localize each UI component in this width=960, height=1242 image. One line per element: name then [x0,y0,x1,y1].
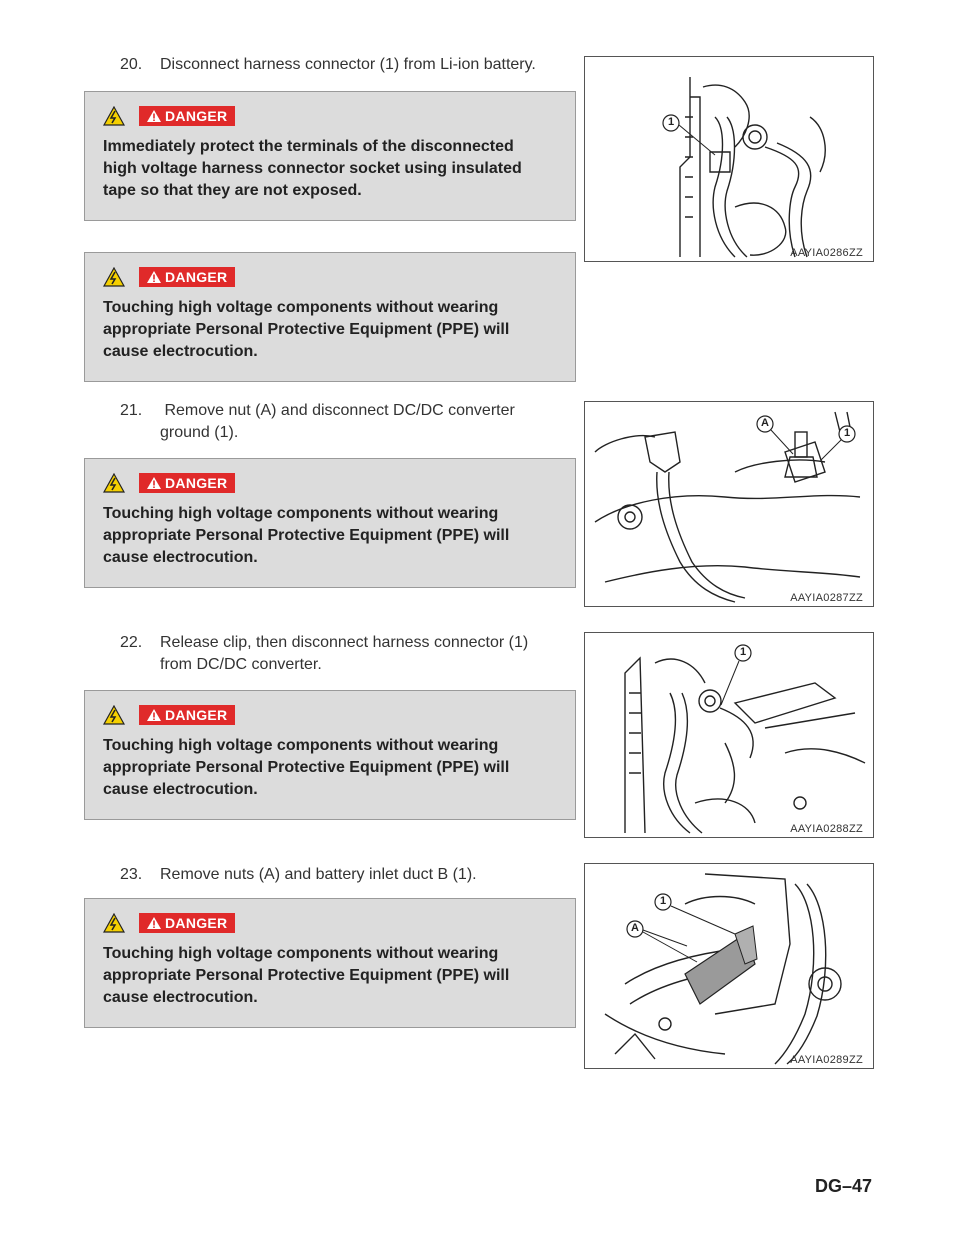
step-23 [120,864,477,886]
figure-harness-connector-li-ion [584,56,874,262]
danger-text: Touching high voltage components without wearing appropriate Personal Protective Equipment (PPE) will cause electrocution. [103,737,510,798]
step-number: 23. [120,866,143,883]
figure-code: AAYIA0288ZZ [790,823,863,835]
high-voltage-icon [103,267,125,287]
warning-icon [147,709,161,721]
page-number: DG–47 [814,1176,872,1196]
danger-badge: DANGER [139,705,235,725]
step-20 [120,54,536,76]
callout-label: 1 [843,427,851,439]
engine-bay-illustration [585,57,874,262]
high-voltage-icon [103,473,125,493]
warning-icon [147,110,161,122]
danger-box [84,252,576,382]
warning-icon [147,917,161,929]
danger-badge: DANGER [139,106,235,126]
step-text: Release clip, then disconnect harness connector (1) [160,634,529,651]
danger-header [103,106,235,126]
figure-battery-inlet-duct [584,863,874,1069]
step-number: 22. [120,634,143,651]
step-number: 20. [120,56,143,73]
step-number: 21. [120,402,143,419]
dcdc-ground-illustration [585,402,874,607]
callout-label: 1 [667,116,675,128]
high-voltage-icon [103,913,125,933]
danger-box [84,458,576,588]
danger-text: Immediately protect the terminals of the disconnected high voltage harness connector socket using insulated tape so that they are not exposed. [103,138,522,199]
danger-header [103,705,235,725]
high-voltage-icon [103,705,125,725]
dcdc-harness-illustration [585,633,874,838]
callout-label: 1 [659,895,667,907]
figure-code: AAYIA0289ZZ [790,1054,863,1066]
danger-text: Touching high voltage components without wearing appropriate Personal Protective Equipment (PPE) will cause electrocution. [103,299,510,360]
danger-header [103,267,235,287]
high-voltage-icon [103,106,125,126]
danger-box [84,690,576,820]
danger-badge: DANGER [139,913,235,933]
callout-label: A [631,922,639,934]
danger-box [84,898,576,1028]
danger-badge: DANGER [139,267,235,287]
step-text: Remove nut (A) and disconnect DC/DC converter [160,402,515,419]
warning-icon [147,271,161,283]
danger-header [103,913,235,933]
danger-badge: DANGER [139,473,235,493]
warning-icon [147,477,161,489]
figure-code: AAYIA0287ZZ [790,592,863,604]
danger-text: Touching high voltage components without wearing appropriate Personal Protective Equipment (PPE) will cause electrocution. [103,945,510,1006]
callout-label: 1 [739,646,747,658]
step-text-continued: from DC/DC converter. [160,656,322,673]
figure-dcdc-harness-connector [584,632,874,838]
inlet-duct-illustration [585,864,874,1069]
figure-dcdc-ground [584,401,874,607]
figure-code: AAYIA0286ZZ [790,247,863,259]
callout-label: A [761,417,769,429]
danger-box [84,91,576,221]
step-text: Disconnect harness connector (1) from Li-ion battery. [160,56,536,73]
step-21 [120,400,515,444]
danger-header [103,473,235,493]
danger-text: Touching high voltage components without wearing appropriate Personal Protective Equipment (PPE) will cause electrocution. [103,505,510,566]
step-text-continued: ground (1). [160,424,239,441]
step-text: Remove nuts (A) and battery inlet duct B (1). [160,866,477,883]
step-22 [120,632,528,676]
